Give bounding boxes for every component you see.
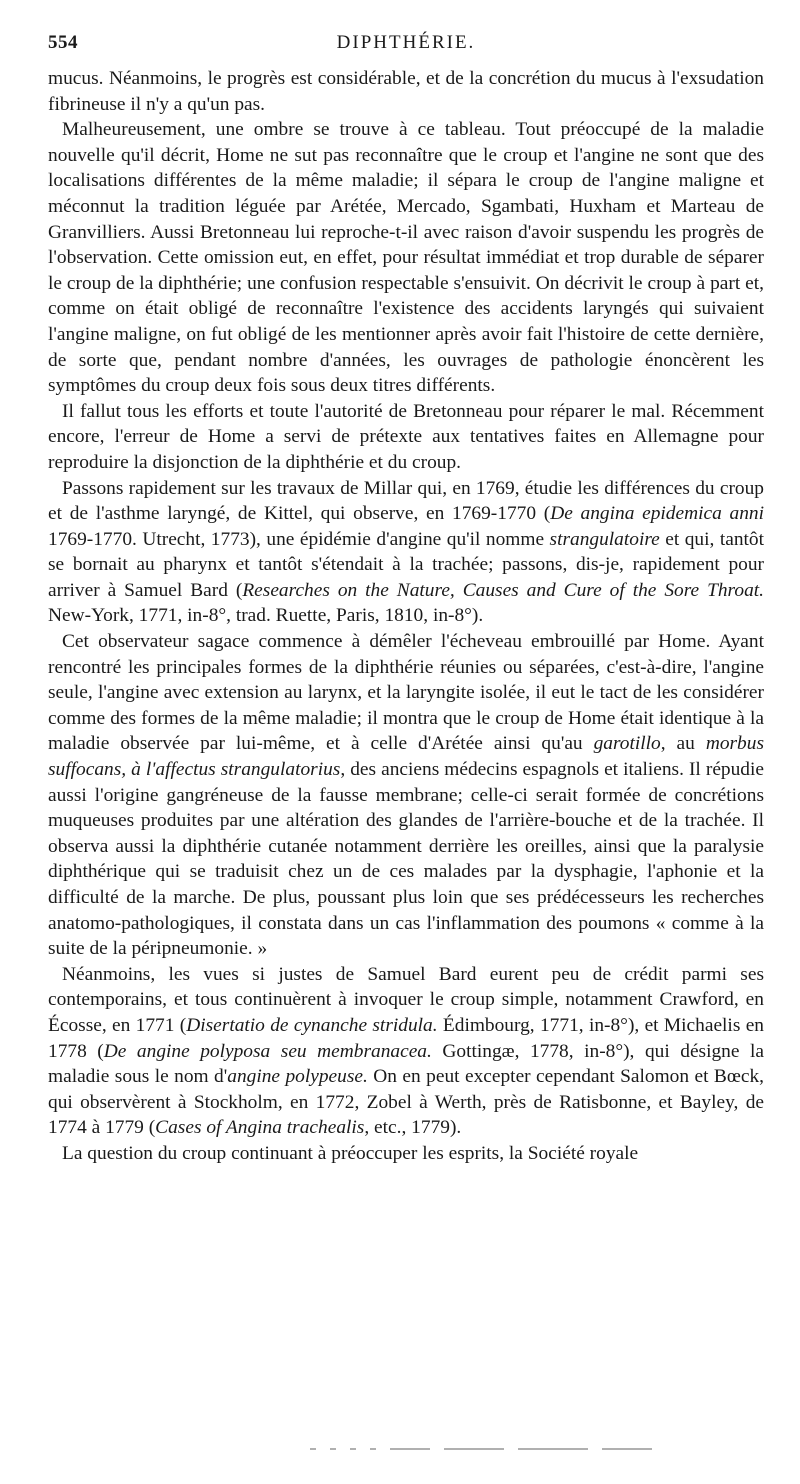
text-run: et qui, tantôt se bornait au pharynx et tantôt s'étendait à la trachée; passons, dis-je, rapidement pour arriver à Samuel Bard (: [48, 528, 764, 601]
italic-text: garotillo: [593, 733, 661, 755]
page-number: 554: [48, 32, 78, 53]
italic-text: Cases of Angina trachealis: [155, 1117, 365, 1139]
italic-text: strangulatoire: [549, 528, 660, 550]
italic-text: De angine polyposa seu membranacea.: [103, 1040, 432, 1062]
text-run: Cet observateur sagace commence à démêler l'écheveau embrouillé par Home. Ayant rencontré les principales formes de la diphthérie réunies ou séparées, c'est-à-dire, l'angine seule, l'angine avec extension au larynx, et la laryngite isolée, il eut le tact de les considérer comme des formes de la même maladie; il montra que le croup de Home était identique à la maladie observée par lui-même, et à celle d'Arétée ainsi qu'au: [48, 631, 764, 755]
paragraph: [48, 66, 764, 117]
text-run: Édimbourg, 1771, in-8°), et Michaelis en 1778 (: [48, 1014, 764, 1062]
text-run: On en peut excepter cependant Salomon et Bœck, qui observèrent à Stockholm, en 1772, Zobel à Werth, près de Ratisbonne, et Bayley, de 1774 à 1779 (: [48, 1066, 764, 1139]
book-page: [48, 28, 764, 1167]
text-run: Malheureusement, une ombre se trouve à ce tableau. Tout préoccupé de la maladie nouvelle qu'il décrit, Home ne sut pas reconnaître que le croup et l'angine ne sont que des localisations différentes de la même maladie; il sépara le croup de l'angine maligne et méconnut la tradition léguée par Arétée, Mercado, Sgambati, Huxham et Marteau de Granvilliers. Aussi Bretonneau lui reproche-t-il avec raison d'avoir suspendu les progrès de l'observation. Cette omission eut, en effet, pour résultat immédiat et trop durable de séparer le croup de la diphthérie; une confusion respectable s'ensuivit. On décrivit le croup à part et, comme on était obligé de reconnaître l'existence des accidents laryngés qui suivaient l'angine maligne, on fut obligé de les mentionner après avoir fait l'histoire de cette dernière, de sorte que, pendant nombre d'années, les ouvrages de pathologie énoncèrent les symptômes du croup deux fois sous deux titres différents.: [48, 119, 764, 397]
text-run: , etc., 1779).: [364, 1117, 462, 1139]
bleed-through-marks: [310, 1440, 770, 1450]
text-run: 1769-1770. Utrecht, 1773), une épidémie d'angine qu'il nomme: [48, 528, 550, 550]
text-run: Il fallut tous les efforts et toute l'autorité de Bretonneau pour réparer le mal. Récemment encore, l'erreur de Home a servi de prétexte aux tentatives faites en Allemagne pour reproduire la disjonction de la diphthérie et du croup.: [48, 400, 764, 473]
text-run: , des anciens médecins espagnols et italiens. Il répudie aussi l'origine gangréneuse de la fausse membrane; celle-ci serait formée de concrétions muqueuses produites par une altération des glandes de l'arrière-bouche et de la trachée. Il observa aussi la diphthérie cutanée notamment derrière les oreilles, ainsi que la paralysie diphthérique qui se traduisit chez un de ces malades par la dysphagie, l'aphonie et la difficulté de la marche. De plus, poussant plus loin que ses prédécesseurs les recherches anatomo-pathologiques, il constata dans un cas l'inflammation des poumons « comme à la suite de la péripneumonie. »: [48, 759, 765, 960]
paragraph: [48, 1141, 764, 1167]
paragraph: [48, 476, 764, 630]
text-run: Gottingæ, 1778, in-8°), qui désigne la maladie sous le nom d': [48, 1040, 765, 1088]
paragraph: [48, 629, 764, 962]
text-run: mucus. Néanmoins, le progrès est considérable, et de la concrétion du mucus à l'exsudation fibrineuse il n'y a qu'un pas.: [48, 68, 764, 115]
text-run: , au: [660, 733, 706, 755]
italic-text: De angina epidemica anni: [550, 503, 764, 525]
running-title: DIPHTHÉRIE.: [336, 32, 476, 53]
page-header: [48, 28, 764, 58]
text-run: La question du croup continuant à préoccuper les esprits, la Société royale: [62, 1142, 639, 1164]
paragraph: [48, 117, 764, 399]
paragraph: [48, 962, 764, 1141]
text-run: Néanmoins, les vues si justes de Samuel Bard eurent peu de crédit parmi ses contemporains, et tous continuèrent à invoquer le croup simple, notamment Crawford, en Écosse, en 1771 (: [48, 963, 764, 1036]
text-run: Passons rapidement sur les travaux de Millar qui, en 1769, étudie les différences du croup et de l'asthme laryngé, de Kittel, qui observe, en 1769-1770 (: [48, 477, 764, 525]
body-text: [48, 66, 764, 1167]
italic-text: angine polypeuse.: [227, 1066, 368, 1088]
italic-text: morbus suffocans, à l'affectus strangulatorius: [48, 733, 764, 781]
paragraph: [48, 399, 764, 476]
italic-text: Researches on the Nature, Causes and Cure of the Sore Throat.: [242, 579, 764, 601]
text-run: New-York, 1771, in-8°, trad. Ruette, Paris, 1810, in-8°).: [48, 605, 484, 627]
italic-text: Disertatio de cynanche stridula.: [186, 1014, 438, 1036]
